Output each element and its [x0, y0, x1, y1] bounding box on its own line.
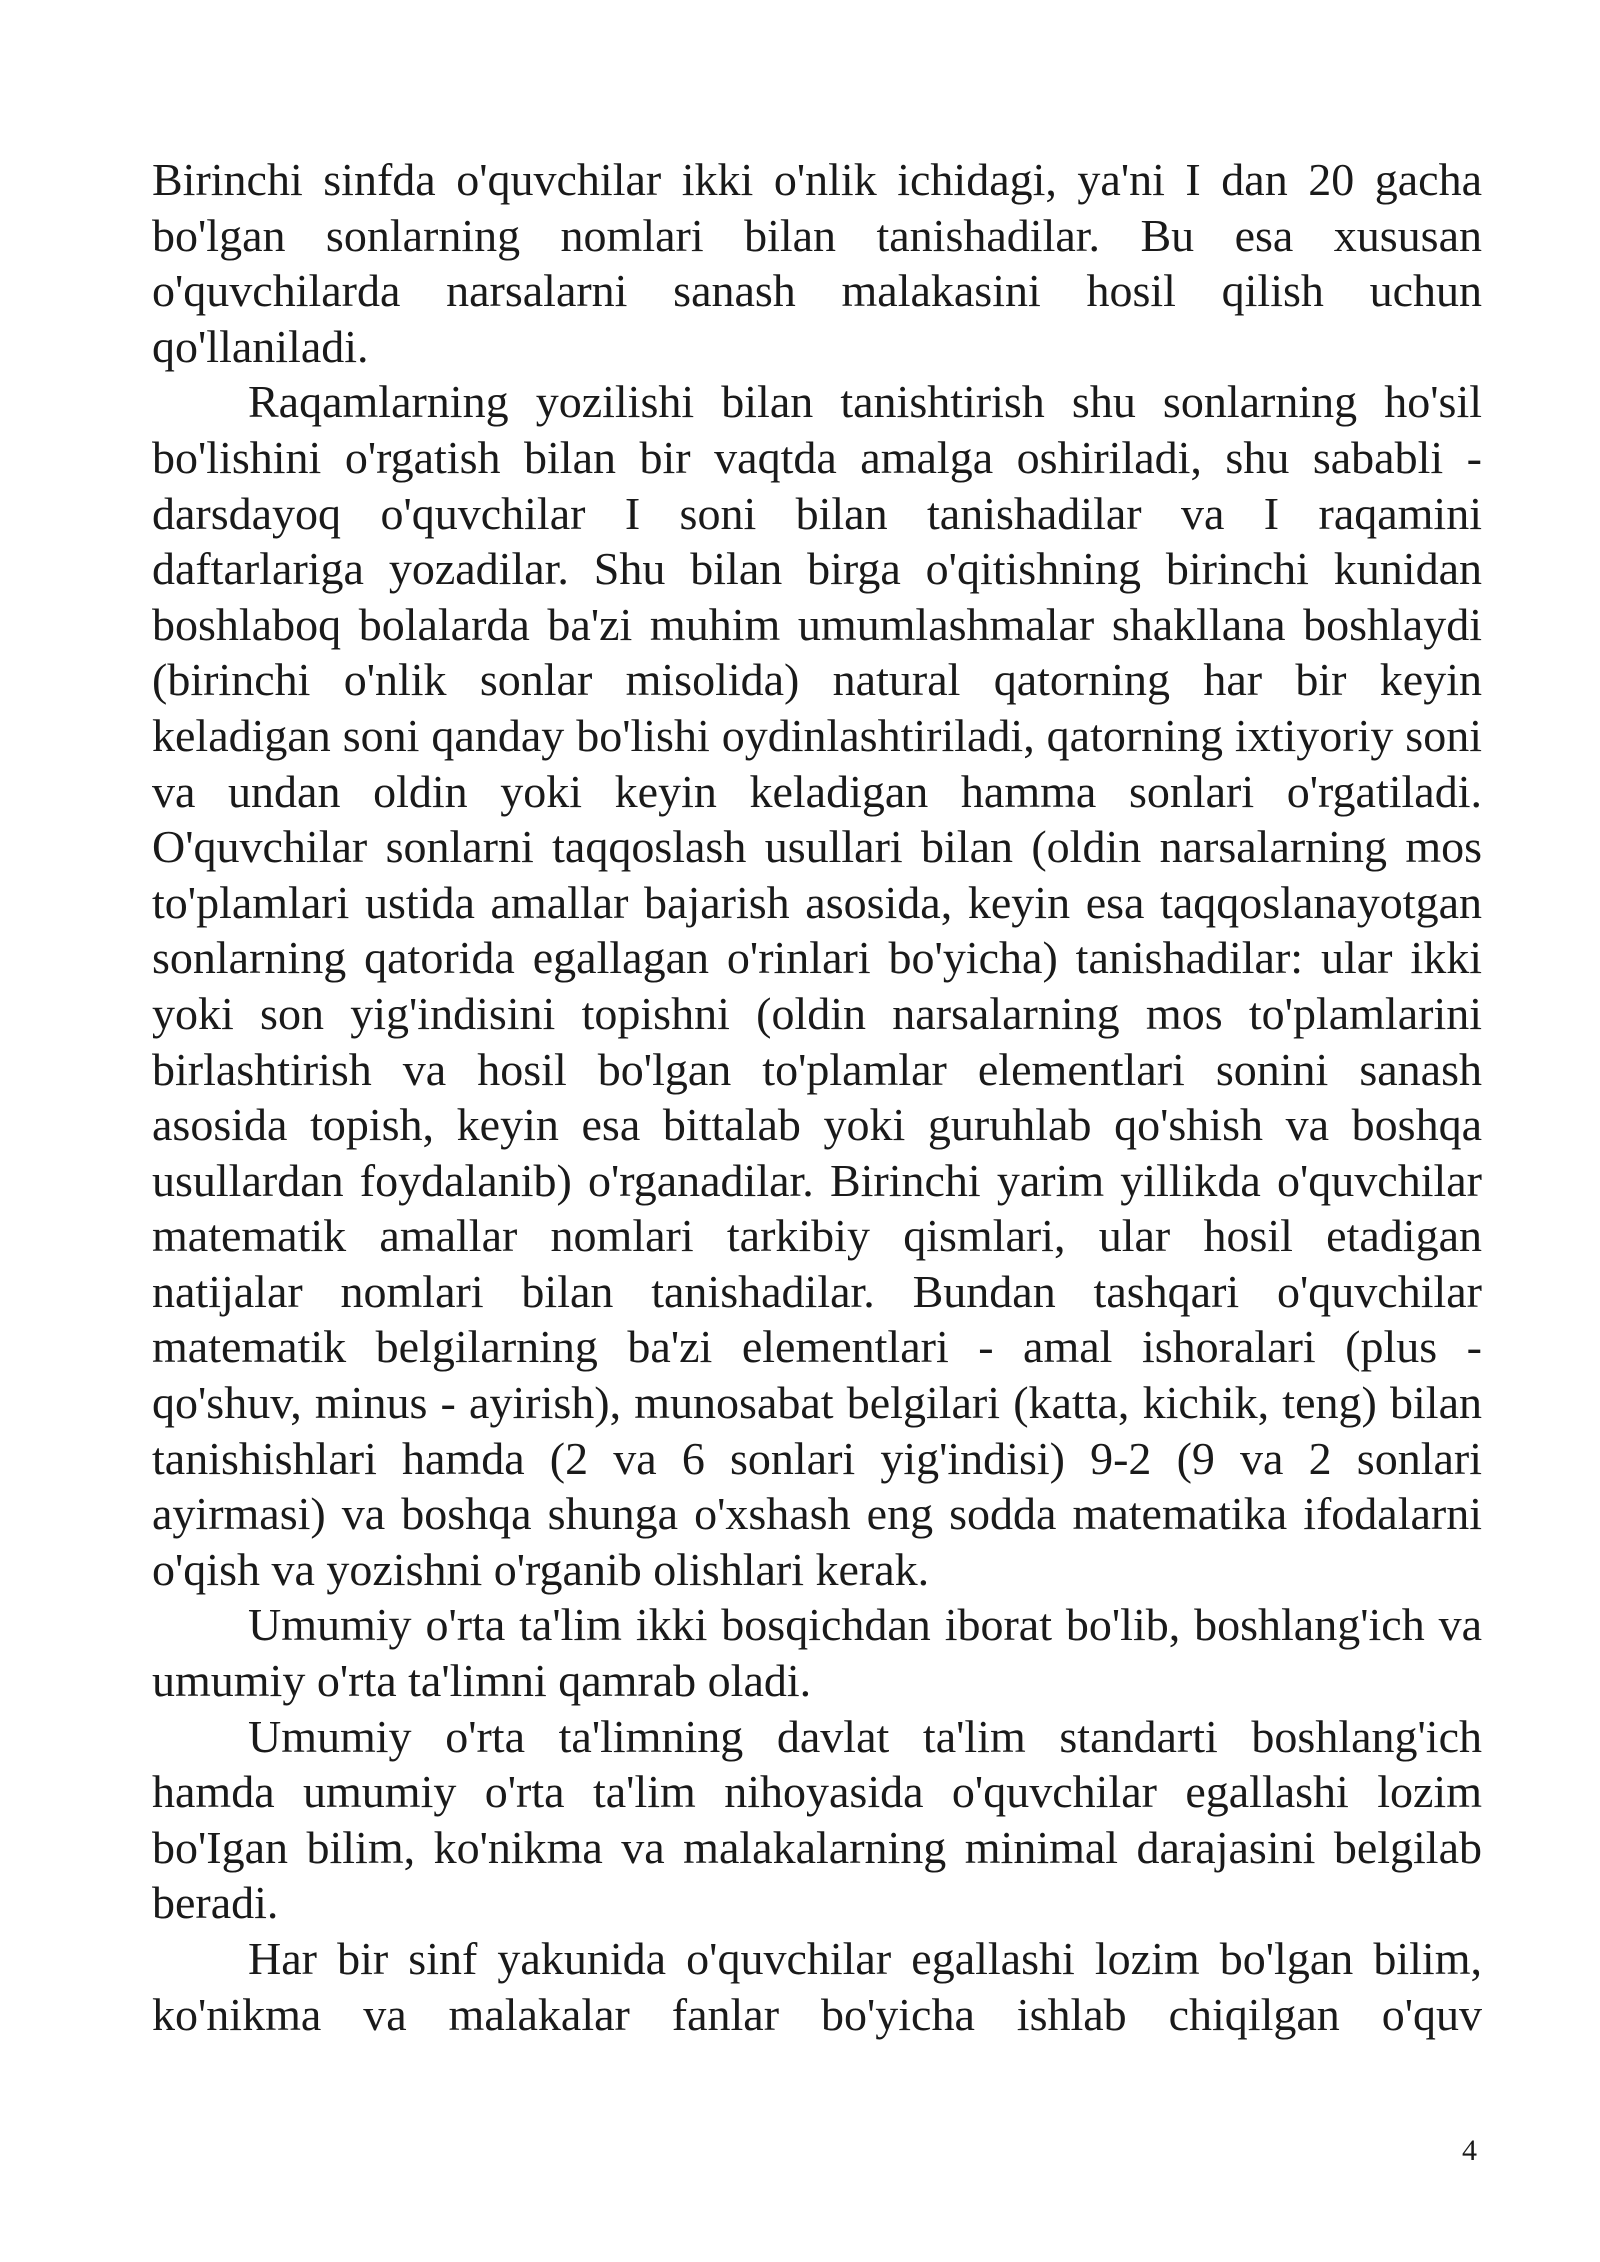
paragraph-1: Birinchi sinfda o'quvchilar ikki o'nlik ichidagi, ya'ni I dan 20 gacha bo'lgan sonlarning nomlari bilan tanishadilar. Bu esa xususan o'quvchilarda narsalarni sanash malakasini hosil qilish uchun qo'llaniladi.: [152, 154, 1482, 372]
paragraph-3: Umumiy o'rta ta'lim ikki bosqichdan iborat bo'lib, boshlang'ich va umumiy o'rta ta'limni qamrab oladi.: [152, 1599, 1482, 1707]
paragraph-4: Umumiy o'rta ta'limning davlat ta'lim standarti boshlang'ich hamda umumiy o'rta ta'lim nihoyasida o'quvchilar egallashi lozim bo'Igan bilim, ko'nikma va malakalarning minimal darajasini belgilab beradi.: [152, 1710, 1482, 1929]
page-number: 4: [1462, 2134, 1477, 2167]
paragraph-2: Raqamlarning yozilishi bilan tanishtirish shu sonlarning ho'sil bo'lishini o'rgatish bilan bir vaqtda amalga oshiriladi, shu sababli - darsdayoq o'quvchilar I soni bilan tanishadilar va I raqamini daftarlariga yozadilar. Shu bilan birga o'qitishning birinchi kunidan boshlaboq bolalarda ba'zi muhim umumlashmalar shakllana boshlaydi (birinchi o'nlik sonlar misolida) natural qatorning har bir keyin keladigan soni qanday bo'lishi oydinlashtiriladi, qatorning ixtiyoriy soni va undan oldin yoki keyin keladigan hamma sonlari o'rgatiladi. O'quvchilar sonlarni taqqoslash usullari bilan (oldin narsalarning mos to'plamlari ustida amallar bajarish asosida, keyin esa taqqoslanayotgan sonlarning qatorida egallagan o'rinlari bo'yicha) tanishadilar: ular ikki yoki son yig'indisini topishni (oldin narsalarning mos to'plamlarini birlashtirish va hosil bo'lgan to'plamlar elementlari sonini sanash asosida topish, keyin esa bittalab yoki guruhlab qo'shish va boshqa usullardan foydalanib) o'rganadilar. Birinchi yarim yillikda o'quvchilar matematik amallar nomlari tarkibiy qismlari, ular hosil etadigan natijalar nomlari bilan tanishadilar. Bundan tashqari o'quvchilar matematik belgilarning ba'zi elementlari - amal ishoralari (plus - qo'shuv, minus - ayirish), munosabat belgilari (katta, kichik, teng) bilan tanishishlari hamda (2 va 6 sonlari yig'indisi) 9-2 (9 va 2 sonlari ayirmasi) va boshqa shunga o'xshash eng sodda matematika ifodalarni o'qish va yozishni o'rganib olishlari kerak.: [152, 376, 1482, 1595]
paragraph-5: Har bir sinf yakunida o'quvchilar egallashi lozim bo'lgan bilim, ko'nikma va malakalar fanlar bo'yicha ishlab chiqilgan o'quv: [152, 1933, 1482, 2040]
body-text: [152, 152, 1482, 2042]
